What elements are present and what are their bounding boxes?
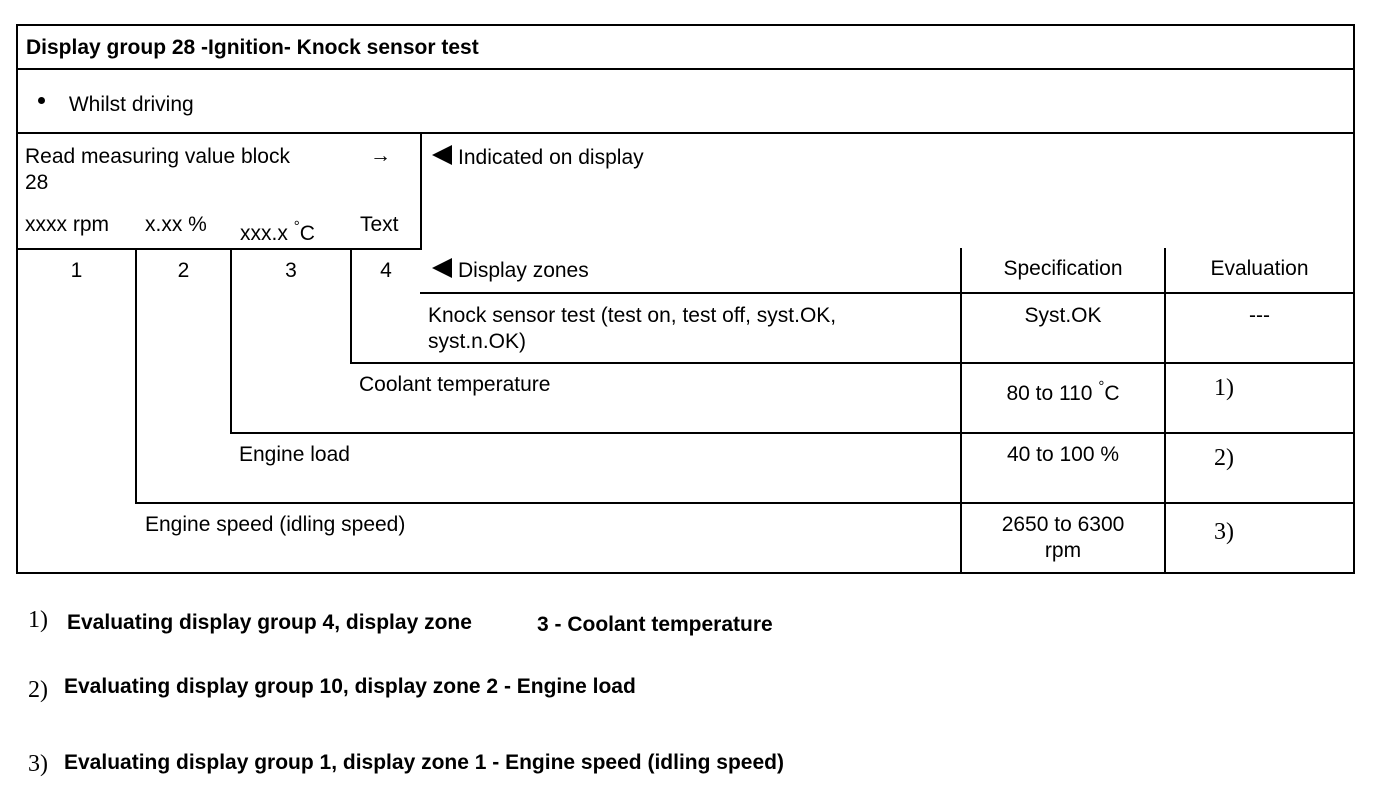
- condition-row: [38, 92, 194, 118]
- zone-coolant-temperature: Coolant temperature: [359, 373, 551, 396]
- evaluation-header: Evaluation: [1210, 257, 1309, 280]
- spec-coolant-temperature: 80 to 110 °C: [1006, 378, 1120, 405]
- eval-engine-load: 2): [1214, 445, 1234, 471]
- zone-knock-sensor-line2: syst.n.OK): [428, 330, 527, 353]
- spec-knock-sensor: Syst.OK: [1024, 304, 1102, 327]
- condition-text: Whilst driving: [68, 93, 194, 116]
- eval-coolant-temperature: 1): [1214, 375, 1234, 401]
- zone-engine-speed: Engine speed (idling speed): [145, 513, 406, 536]
- footnote-text-1: Evaluating display group 4, display zone: [67, 611, 472, 634]
- format-field-2: x.xx %: [145, 213, 207, 236]
- eval-engine-speed: 3): [1214, 519, 1234, 545]
- page-title: Display group 28 -Ignition- Knock sensor test: [26, 36, 479, 59]
- zone-engine-load: Engine load: [239, 443, 350, 466]
- specification-header: Specification: [1003, 257, 1123, 280]
- spec-engine-speed-line2: rpm: [1044, 539, 1082, 562]
- format-field-1: xxxx rpm: [25, 213, 109, 236]
- footnote-text-3: Evaluating display group 1, display zone 1 - Engine speed (idling speed): [64, 751, 784, 774]
- indicated-on-display: Indicated on display: [432, 145, 644, 171]
- arrow-right-icon: →: [370, 144, 391, 167]
- zone-knock-sensor-line1: Knock sensor test (test on, test off, syst.OK,: [428, 304, 837, 327]
- footnote-text-2: Evaluating display group 10, display zone 2 - Engine load: [64, 675, 636, 698]
- eval-knock-sensor: ---: [1249, 304, 1270, 327]
- pointer-triangle-icon: [432, 258, 452, 278]
- read-block-number: 28: [25, 171, 49, 194]
- degree-icon: °: [293, 218, 300, 235]
- footnote-marker-2: 2): [28, 677, 48, 703]
- degree-icon: °: [1098, 378, 1105, 395]
- footnote-marker-1: 1): [28, 607, 48, 633]
- footnote-marker-3: 3): [28, 751, 48, 777]
- zone-number-2: 2: [177, 259, 190, 282]
- format-field-4: Text: [360, 213, 399, 236]
- spec-engine-speed-line1: 2650 to 6300: [1001, 513, 1125, 536]
- zone-number-4: 4: [380, 259, 392, 282]
- bullet-icon: [38, 97, 45, 104]
- zone-number-1: 1: [70, 259, 83, 282]
- pointer-triangle-icon: [432, 145, 452, 165]
- display-zones-header: Display zones: [432, 258, 589, 284]
- zone-number-3: 3: [285, 259, 297, 282]
- spec-engine-load: 40 to 100 %: [1006, 443, 1120, 466]
- footnote-text-1-tail: 3 - Coolant temperature: [537, 613, 773, 636]
- format-field-3: xxx.x °C: [240, 218, 315, 245]
- read-block-label: Read measuring value block: [25, 145, 290, 168]
